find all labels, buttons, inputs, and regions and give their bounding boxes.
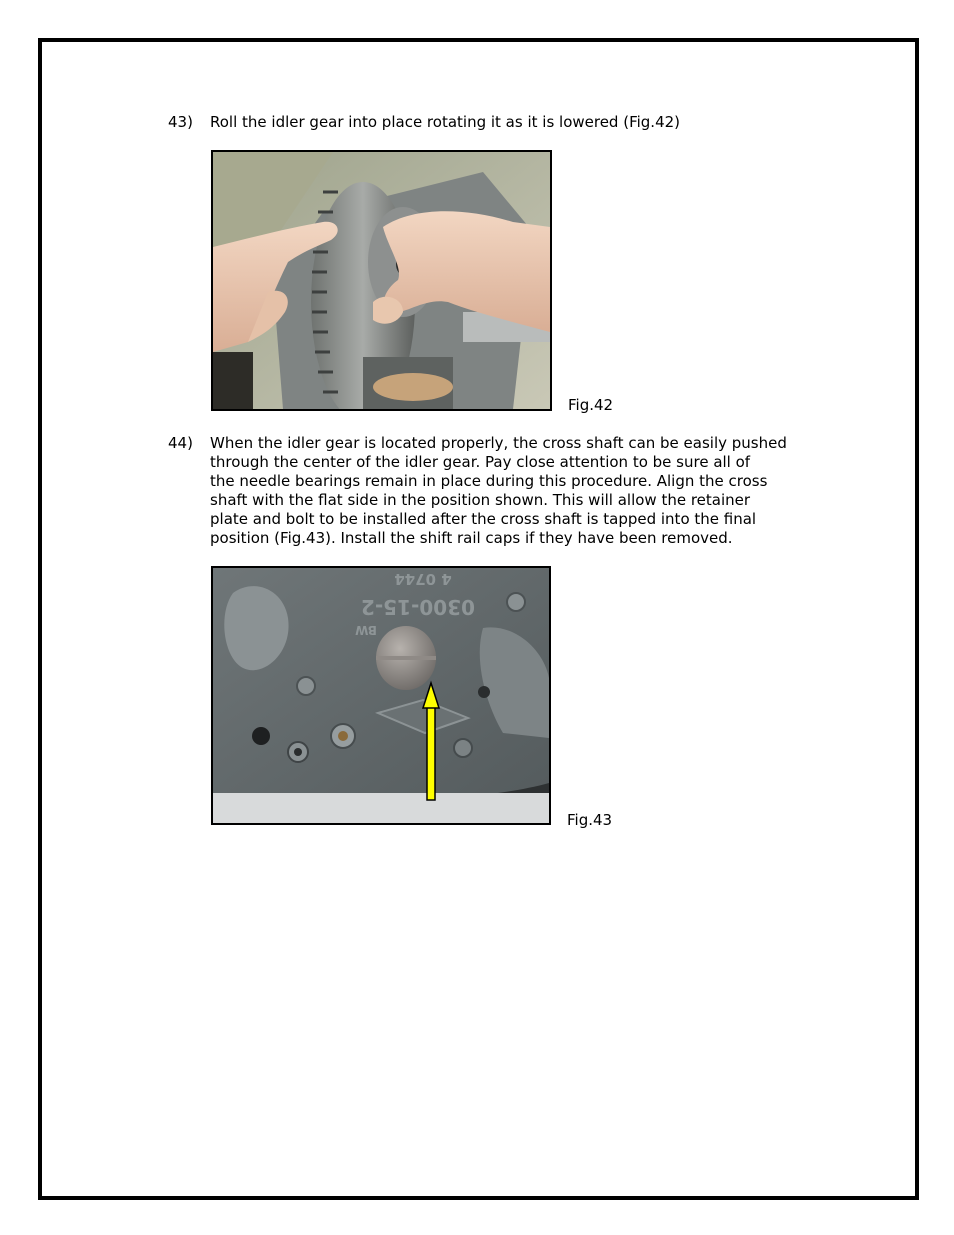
step-text-line: plate and bolt to be installed after the cross shaft is tapped into the final <box>210 510 757 528</box>
casting-text-line: 4 0744 <box>394 570 452 588</box>
figure-43-photo <box>211 566 551 825</box>
step-text-line: position (Fig.43). Install the shift rail caps if they have been removed. <box>210 529 733 547</box>
step-text <box>210 434 830 548</box>
step-number: 44) <box>168 434 193 452</box>
step-text-line: through the center of the idler gear. Pay close attention to be sure all of <box>210 453 751 471</box>
casting-text-line: 0300-15-2 <box>360 595 476 619</box>
step-number: 43) <box>168 113 193 131</box>
step-text-line: the needle bearings remain in place during this procedure. Align the cross <box>210 472 768 490</box>
casting-text-line: BW <box>355 623 377 637</box>
figure-42-caption: Fig.42 <box>568 396 614 414</box>
step-text: Roll the idler gear into place rotating it as it is lowered (Fig.42) <box>210 113 681 131</box>
figure-43-caption: Fig.43 <box>567 811 613 829</box>
figure-42-photo <box>211 150 552 411</box>
step-text-line: shaft with the flat side in the position shown. This will allow the retainer <box>210 491 751 509</box>
step-text-line: When the idler gear is located properly, the cross shaft can be easily pushed <box>210 434 787 452</box>
